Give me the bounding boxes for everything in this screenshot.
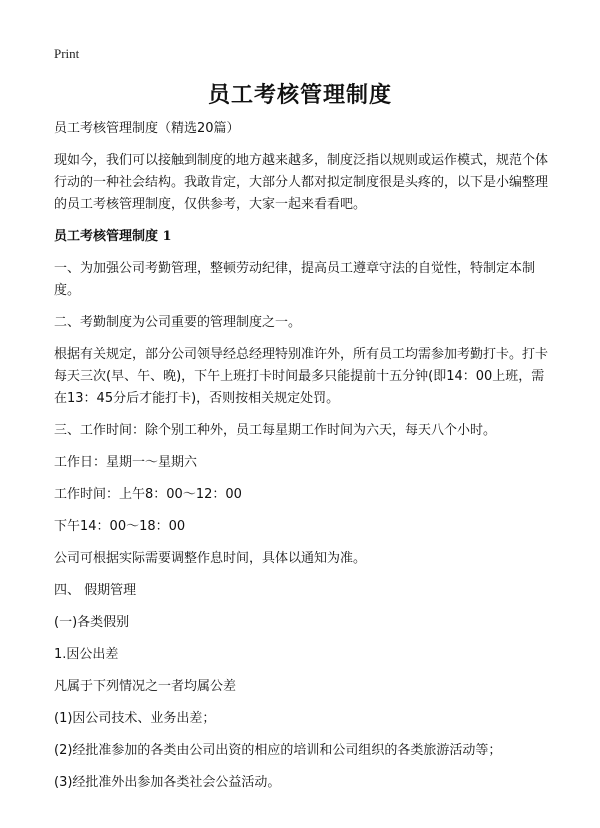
paragraph-6: 工作时间：上午8：00～12：00 bbox=[54, 487, 242, 502]
paragraph-10: (一)各类假别 bbox=[54, 615, 130, 630]
section-heading: 员工考核管理制度 1 bbox=[54, 229, 172, 244]
document-body bbox=[54, 118, 548, 794]
paragraph-8: 公司可根据实际需要调整作息时间，具体以通知为准。 bbox=[54, 551, 367, 566]
paragraph-9: 四、 假期管理 bbox=[54, 583, 137, 598]
paragraph-11: 1.因公出差 bbox=[54, 647, 119, 662]
paragraph-7: 下午14：00～18：00 bbox=[54, 519, 186, 534]
paragraph-1: 一、为加强公司考勤管理，整顿劳动纪律，提高员工遵章守法的自觉性，特制定本制度。 bbox=[54, 261, 536, 298]
paragraph-14: (2)经批准参加的各类由公司出资的相应的培训和公司组织的各类旅游活动等； bbox=[54, 743, 502, 758]
paragraph-12: 凡属于下列情况之一者均属公差 bbox=[54, 679, 237, 694]
paragraph-4: 三、工作时间：除个别工种外，员工每星期工作时间为六天，每天八个小时。 bbox=[54, 423, 497, 438]
intro-paragraph: 现如今，我们可以接触到制度的地方越来越多，制度泛指以规则或运作模式，规范个体行动的一种社会结构。我敢肯定，大部分人都对拟定制度很是头疼的，以下是小编整理的员工考核管理制度，仅供参考，大家一起来看看吧。 bbox=[54, 153, 549, 212]
document-title: 员工考核管理制度 bbox=[207, 83, 392, 108]
paragraph-3: 根据有关规定，部分公司领导经总经理特别准许外，所有员工均需参加考勤打卡。打卡每天三次(早、午、晚)，下午上班打卡时间最多只能提前十五分钟(即14：00上班，需在13：45分后才能打卡)，否则按相关规定处罚。 bbox=[54, 347, 549, 406]
print-link[interactable]: Print bbox=[54, 46, 80, 61]
paragraph-5: 工作日：星期一～星期六 bbox=[54, 455, 198, 470]
paragraph-15: (3)经批准外出参加各类社会公益活动。 bbox=[54, 775, 281, 790]
paragraph-13: (1)因公司技术、业务出差； bbox=[54, 711, 216, 726]
document-subtitle: 员工考核管理制度（精选20篇） bbox=[54, 121, 240, 136]
paragraph-2: 二、考勤制度为公司重要的管理制度之一。 bbox=[54, 315, 302, 330]
